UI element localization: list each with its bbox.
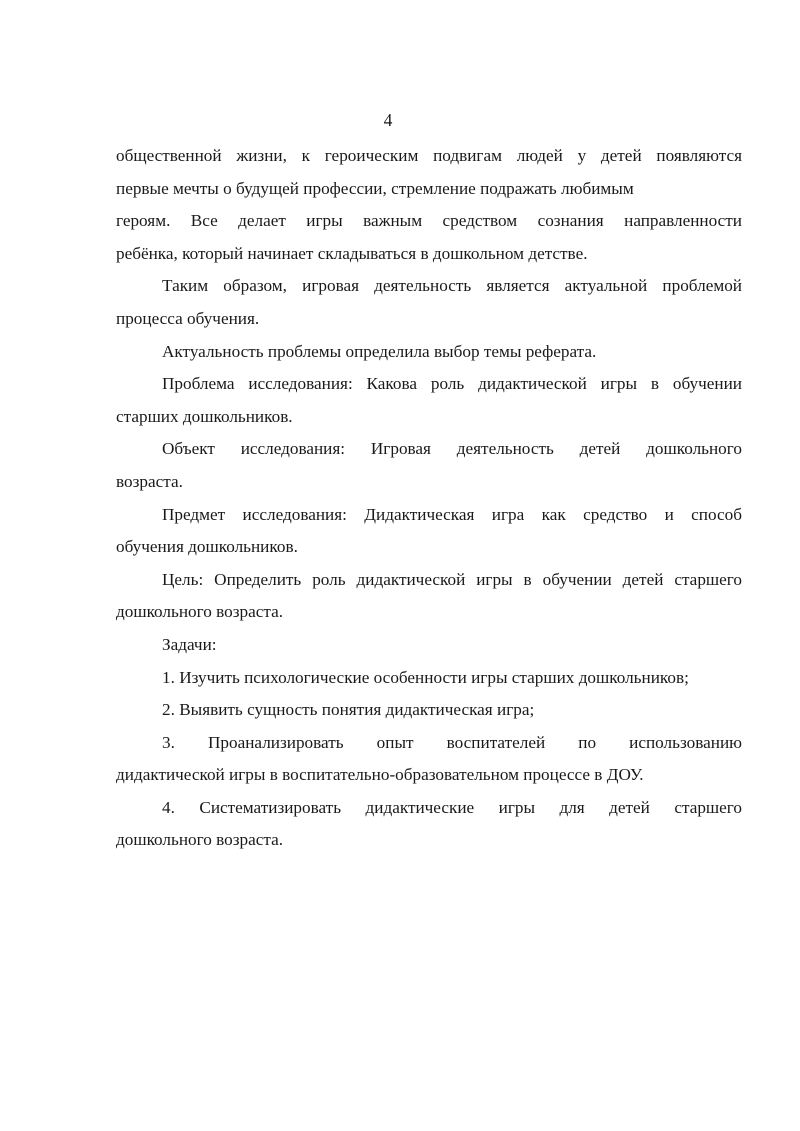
text-line: обучения дошкольников. <box>116 537 298 557</box>
text-line: ребёнка, который начинает складываться в дошкольном детстве. <box>116 243 588 263</box>
text-line: процесса обучения. <box>116 308 260 328</box>
text-line: Объект исследования: Игровая деятельность детей дошкольного <box>162 439 742 459</box>
text-line: Актуальность проблемы определила выбор темы реферата. <box>162 341 597 361</box>
text-line: дидактической игры в воспитательно-образовательном процессе в ДОУ. <box>116 765 644 785</box>
text-line: старших дошкольников. <box>116 406 293 426</box>
text-line: Задачи: <box>162 634 217 654</box>
text-line: Цель: Определить роль дидактической игры в обучении детей старшего <box>162 569 742 589</box>
page-number: 4 <box>383 110 393 130</box>
text-line: общественной жизни, к героическим подвигам людей у детей появляются <box>116 146 742 165</box>
text-line: Предмет исследования: Дидактическая игра как средство и способ <box>162 504 742 524</box>
text-line: 3. Проанализировать опыт воспитателей по использованию <box>162 732 742 752</box>
body-text <box>116 140 742 857</box>
text-line: Проблема исследования: Какова роль дидактической игры в обучении <box>162 374 742 394</box>
text-line: 1. Изучить психологические особенности игры старших дошкольников; <box>162 667 689 687</box>
text-line: первые мечты о будущей профессии, стремление подражать любимым <box>116 178 634 198</box>
text-line: возраста. <box>116 471 183 491</box>
text-line: 2. Выявить сущность понятия дидактическая игра; <box>162 700 535 720</box>
text-line: 4. Систематизировать дидактические игры для детей старшего <box>162 797 742 817</box>
text-line: героям. Все делает игры важным средством сознания направленности <box>116 211 742 231</box>
text-line: дошкольного возраста. <box>116 602 284 622</box>
text-line: Таким образом, игровая деятельность является актуальной проблемой <box>162 276 742 296</box>
text-line: дошкольного возраста. <box>116 830 284 850</box>
